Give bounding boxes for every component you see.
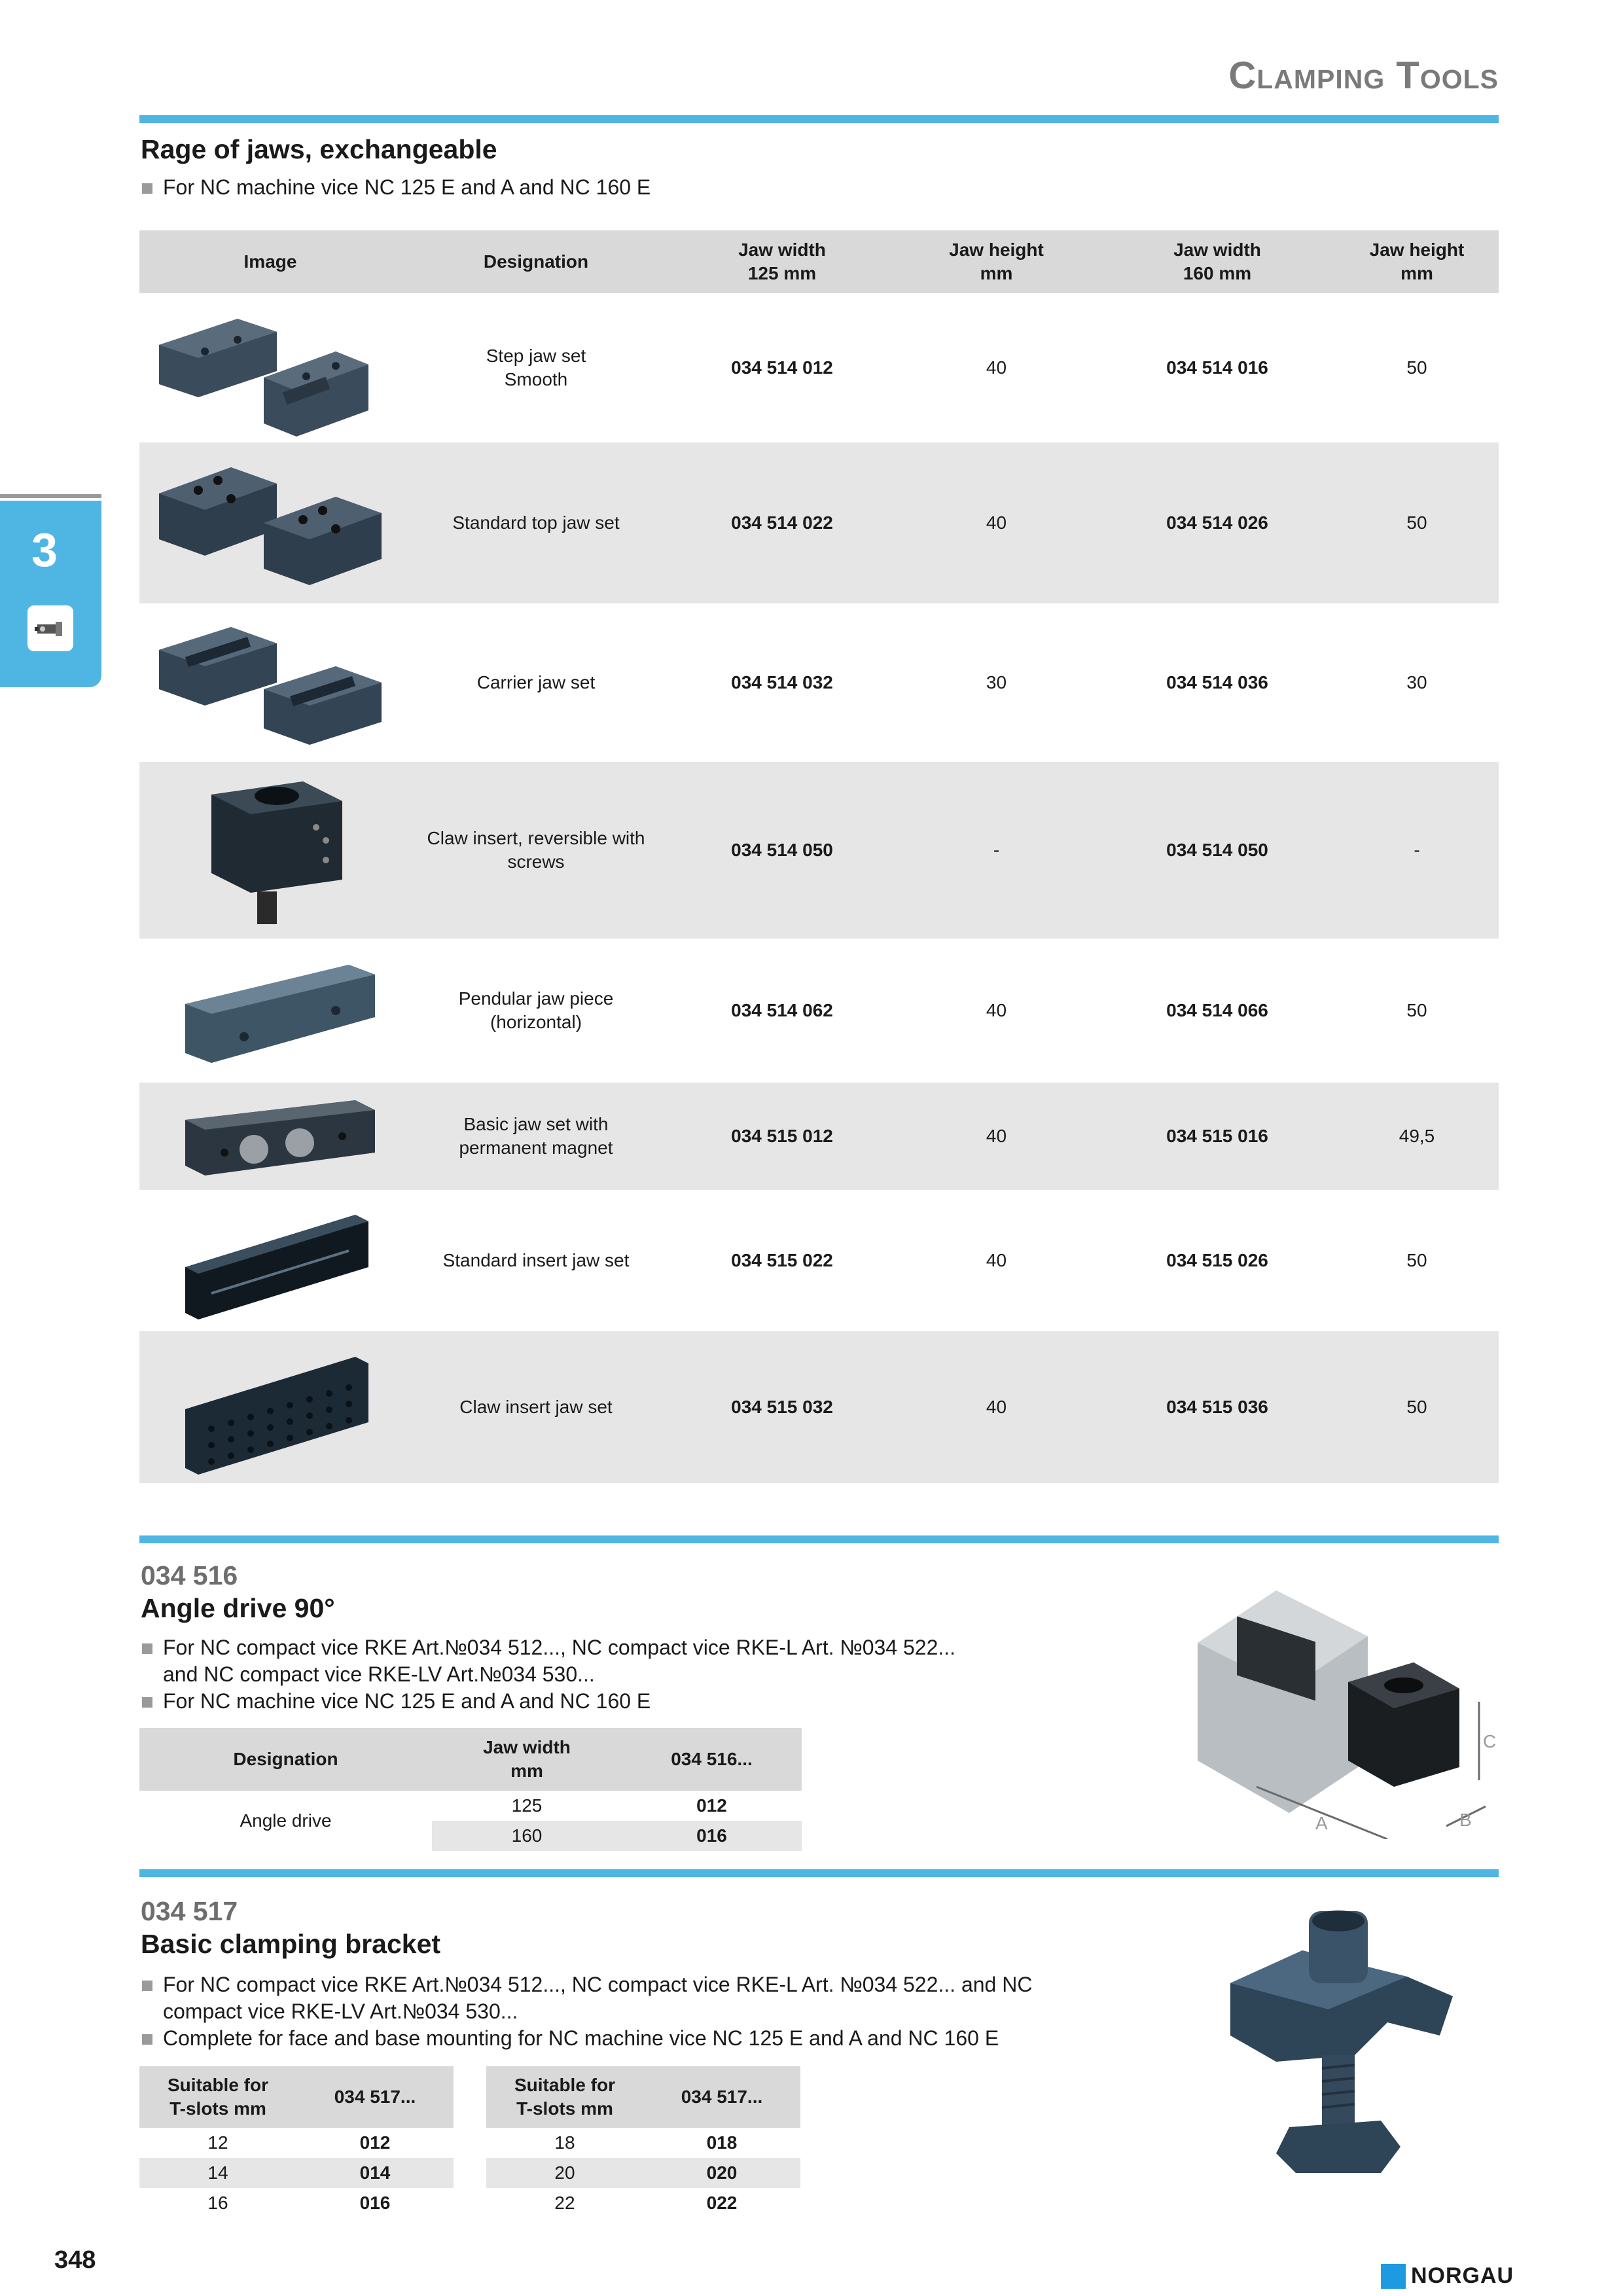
dimension-b-label: B bbox=[1459, 1810, 1472, 1830]
header-line: Jaw height bbox=[949, 240, 1044, 260]
dimension-c-label: C bbox=[1483, 1731, 1497, 1751]
col-header-designation: Designation bbox=[233, 1749, 338, 1769]
table-row bbox=[139, 1083, 1499, 1190]
header-line: T-slots mm bbox=[169, 2098, 266, 2119]
article-number-125: 034 514 012 bbox=[731, 357, 833, 378]
header-line: 125 mm bbox=[747, 263, 817, 283]
col-header-article: 034 516... bbox=[671, 1749, 753, 1769]
t-slot-cell: 20 bbox=[554, 2162, 575, 2183]
brand-name: NORGAU bbox=[1411, 2263, 1514, 2288]
col-header-t-slots bbox=[486, 2073, 643, 2121]
brand-square-icon bbox=[1381, 2264, 1406, 2289]
jaw-height-160: 50 bbox=[1406, 1000, 1427, 1020]
article-number-125: 034 514 022 bbox=[731, 512, 833, 533]
article-number-125: 034 515 022 bbox=[731, 1250, 833, 1270]
page-number: 348 bbox=[54, 2246, 96, 2274]
article-code-cell: 016 bbox=[359, 2193, 391, 2213]
header-rule bbox=[139, 115, 1499, 123]
chapter-number: 3 bbox=[31, 524, 58, 577]
header-line: 160 mm bbox=[1183, 263, 1252, 283]
designation-cell: Basic jaw set with permanent magnet bbox=[459, 1114, 613, 1158]
table-row bbox=[432, 1791, 802, 1821]
article-code-cell: 020 bbox=[706, 2162, 738, 2183]
article-number-160: 034 514 036 bbox=[1166, 672, 1268, 692]
article-code-cell: 016 bbox=[696, 1825, 727, 1846]
standard-insert-jaw-set-image bbox=[139, 1190, 401, 1331]
size-rows bbox=[432, 1791, 802, 1851]
article-number-160: 034 514 026 bbox=[1166, 512, 1268, 533]
pendular-jaw-piece-image bbox=[139, 939, 401, 1083]
table-row bbox=[432, 1821, 802, 1851]
t-slot-table-1 bbox=[139, 2066, 454, 2218]
clamping-tool-icon bbox=[27, 605, 73, 651]
table-row bbox=[139, 2158, 454, 2188]
section2-bullets bbox=[141, 1634, 1122, 1715]
magnetic-jaw-set-image bbox=[139, 1083, 401, 1190]
jaw-height-125: 30 bbox=[986, 672, 1007, 692]
bullet-item: Complete for face and base mounting for NC machine vice NC 125 E and A and NC 160 E bbox=[141, 2025, 1253, 2052]
article-number-160: 034 515 036 bbox=[1166, 1397, 1268, 1417]
bullet-item: For NC machine vice NC 125 E and A and NC 160 E bbox=[141, 1688, 1122, 1715]
table-header bbox=[139, 230, 1499, 293]
bullet-item: For NC machine vice NC 125 E and A and NC 160 E bbox=[141, 174, 651, 201]
col-header-designation: Designation bbox=[483, 251, 589, 272]
header-line: Jaw width bbox=[483, 1737, 571, 1757]
designation-cell: Standard insert jaw set bbox=[442, 1250, 630, 1270]
claw-insert-reversible-image bbox=[139, 762, 401, 939]
claw-insert-jaw-set-image bbox=[139, 1331, 401, 1483]
carrier-jaw-set-image bbox=[139, 603, 401, 762]
table-row bbox=[139, 939, 1499, 1083]
t-slot-table-2 bbox=[486, 2066, 800, 2218]
jaw-height-160: 50 bbox=[1406, 357, 1427, 378]
table-row bbox=[139, 442, 1499, 603]
page-header-title: Clamping Tools bbox=[1228, 54, 1499, 97]
article-group-number: 034 517 bbox=[141, 1896, 238, 1926]
article-code-cell: 018 bbox=[706, 2132, 738, 2153]
section-title-angle-drive: Angle drive 90° bbox=[141, 1593, 335, 1623]
table-row bbox=[139, 603, 1499, 762]
header-line: Jaw width bbox=[738, 240, 826, 260]
table-row bbox=[139, 1190, 1499, 1331]
table-body bbox=[139, 1791, 802, 1851]
article-code-cell: 012 bbox=[359, 2132, 391, 2153]
header-line: Suitable for bbox=[167, 2075, 268, 2095]
jaw-height-160: 50 bbox=[1406, 1250, 1427, 1270]
brand-logo bbox=[1381, 2263, 1514, 2289]
col-header-width-125 bbox=[671, 238, 893, 285]
table-row bbox=[486, 2188, 800, 2218]
section-title-clamping-bracket: Basic clamping bracket bbox=[141, 1929, 441, 1959]
designation-cell: Step jaw set Smooth bbox=[486, 346, 586, 389]
article-code-cell: 022 bbox=[706, 2193, 738, 2213]
header-line: Jaw width bbox=[1173, 240, 1261, 260]
section3-bullets bbox=[141, 1971, 1253, 2052]
jaw-height-160: 49,5 bbox=[1399, 1126, 1435, 1146]
table-row bbox=[139, 1331, 1499, 1483]
jaw-height-125: - bbox=[993, 840, 1000, 860]
bullet-item: For NC compact vice RKE Art.№034 512..., NC compact vice RKE-L Art. №034 522... and NC compact vice RKE-LV Art.№034 530... bbox=[141, 1634, 1122, 1688]
jaw-height-125: 40 bbox=[986, 1000, 1007, 1020]
section-title-jaws: Rage of jaws, exchangeable bbox=[141, 134, 497, 164]
t-slot-cell: 14 bbox=[207, 2162, 228, 2183]
col-header-jaw-width bbox=[432, 1736, 622, 1783]
angle-drive-table bbox=[139, 1728, 802, 1851]
article-code-cell: 014 bbox=[359, 2162, 391, 2183]
step-jaw-set-image bbox=[139, 293, 401, 442]
header-line: Jaw height bbox=[1369, 240, 1465, 260]
designation-cell: Claw insert, reversible with screws bbox=[427, 828, 645, 872]
jaw-height-160: 50 bbox=[1406, 1397, 1427, 1417]
article-number-125: 034 515 012 bbox=[731, 1126, 833, 1146]
header-line: mm bbox=[1400, 263, 1433, 283]
jaw-height-160: - bbox=[1414, 840, 1420, 860]
jaws-table bbox=[139, 230, 1499, 1483]
header-line: mm bbox=[980, 263, 1013, 283]
table-row bbox=[139, 2188, 454, 2218]
article-number-125: 034 514 032 bbox=[731, 672, 833, 692]
article-number-125: 034 514 050 bbox=[731, 840, 833, 860]
jaw-width-cell: 125 bbox=[511, 1795, 543, 1816]
col-header-article: 034 517... bbox=[334, 2087, 416, 2107]
jaw-height-125: 40 bbox=[986, 1250, 1007, 1270]
table-row bbox=[486, 2158, 800, 2188]
designation-cell: Carrier jaw set bbox=[476, 672, 596, 692]
jaw-height-125: 40 bbox=[986, 357, 1007, 378]
jaw-height-125: 40 bbox=[986, 1397, 1007, 1417]
col-header-image: Image bbox=[243, 251, 297, 272]
header-line: Suitable for bbox=[514, 2075, 615, 2095]
table-row bbox=[139, 293, 1499, 442]
article-number-160: 034 514 050 bbox=[1166, 840, 1268, 860]
jaw-width-cell: 160 bbox=[511, 1825, 543, 1846]
article-code-cell: 012 bbox=[696, 1795, 727, 1816]
dimension-a-label: A bbox=[1315, 1813, 1328, 1833]
article-group-number: 034 516 bbox=[141, 1560, 238, 1590]
col-header-width-160 bbox=[1099, 238, 1335, 285]
standard-top-jaw-set-image bbox=[139, 442, 401, 603]
table-row bbox=[139, 2128, 454, 2158]
angle-drive-image bbox=[1198, 1564, 1505, 1839]
side-tab-divider bbox=[0, 494, 101, 498]
designation-cell: Claw insert jaw set bbox=[459, 1397, 613, 1417]
clamping-bracket-image bbox=[1224, 1905, 1459, 2179]
table-row bbox=[486, 2128, 800, 2158]
col-header-height-160 bbox=[1335, 238, 1499, 285]
article-number-160: 034 514 066 bbox=[1166, 1000, 1268, 1020]
t-slot-cell: 16 bbox=[207, 2193, 228, 2213]
section1-bullets bbox=[141, 174, 651, 201]
jaw-height-160: 30 bbox=[1406, 672, 1427, 692]
designation-cell: Angle drive bbox=[240, 1810, 332, 1831]
jaw-height-160: 50 bbox=[1406, 512, 1427, 533]
t-slot-cell: 22 bbox=[554, 2193, 575, 2213]
article-number-125: 034 515 032 bbox=[731, 1397, 833, 1417]
jaw-height-125: 40 bbox=[986, 512, 1007, 533]
col-header-t-slots bbox=[139, 2073, 296, 2121]
col-header-height-125 bbox=[893, 238, 1099, 285]
col-header-article: 034 517... bbox=[681, 2087, 763, 2107]
table-header bbox=[486, 2066, 800, 2128]
designation-cell: Standard top jaw set bbox=[452, 512, 620, 533]
jaw-height-125: 40 bbox=[986, 1126, 1007, 1146]
header-line: T-slots mm bbox=[516, 2098, 613, 2119]
article-number-125: 034 514 062 bbox=[731, 1000, 833, 1020]
bullet-item: For NC compact vice RKE Art.№034 512..., NC compact vice RKE-L Art. №034 522... and NC compact vice RKE-LV Art.№034 530... bbox=[141, 1971, 1253, 2025]
section-rule bbox=[139, 1869, 1499, 1877]
table-header bbox=[139, 2066, 454, 2128]
designation-cell: Pendular jaw piece (horizontal) bbox=[458, 988, 614, 1032]
t-slot-cell: 18 bbox=[554, 2132, 575, 2153]
article-number-160: 034 515 016 bbox=[1166, 1126, 1268, 1146]
article-number-160: 034 514 016 bbox=[1166, 357, 1268, 378]
section-rule bbox=[139, 1535, 1499, 1543]
article-number-160: 034 515 026 bbox=[1166, 1250, 1268, 1270]
header-line: mm bbox=[510, 1761, 543, 1781]
t-slot-cell: 12 bbox=[207, 2132, 228, 2153]
table-row bbox=[139, 762, 1499, 939]
table-header bbox=[139, 1728, 802, 1791]
